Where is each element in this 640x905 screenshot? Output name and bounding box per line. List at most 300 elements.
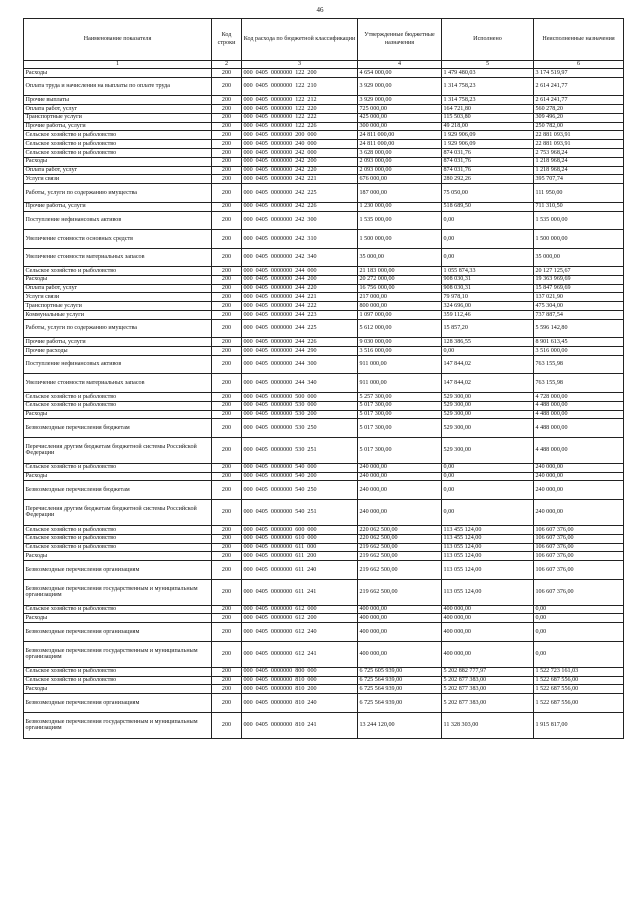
- row-kbk: 000 0405 0000000 244 340: [242, 374, 358, 393]
- row-code: 200: [212, 712, 242, 738]
- row-name: Безвозмездные перечисления организациям: [24, 561, 212, 580]
- row-unexecuted: 250 782,00: [534, 122, 624, 131]
- row-code: 200: [212, 543, 242, 552]
- row-kbk: 000 0405 0000000 242 300: [242, 211, 358, 230]
- row-code: 200: [212, 694, 242, 713]
- row-name: Безвозмездные перечисления государственным и муниципальным организациям: [24, 579, 212, 605]
- table-row: [24, 579, 624, 605]
- header-name: Наименование показателя: [24, 19, 212, 61]
- header-unexecuted: Неисполненные назначения: [534, 19, 624, 61]
- row-code: 200: [212, 685, 242, 694]
- row-code: 200: [212, 113, 242, 122]
- row-executed: 324 696,00: [442, 302, 534, 311]
- row-kbk: 000 0405 0000000 242 226: [242, 202, 358, 211]
- row-name: Безвозмездные перечисления организациям: [24, 623, 212, 642]
- row-code: 200: [212, 202, 242, 211]
- row-code: 200: [212, 105, 242, 114]
- row-name: Прочие расходы: [24, 347, 212, 356]
- page-number: 46: [316, 6, 324, 14]
- table-row: [24, 122, 624, 131]
- row-code: 200: [212, 641, 242, 667]
- row-executed: 529 300,00: [442, 392, 534, 401]
- row-executed: 400 000,00: [442, 614, 534, 623]
- row-executed: 1 929 906,09: [442, 131, 534, 140]
- row-code: 200: [212, 401, 242, 410]
- row-code: 200: [212, 319, 242, 338]
- row-approved: 220 062 500,00: [358, 534, 442, 543]
- table-row: [24, 175, 624, 184]
- row-approved: 20 272 000,00: [358, 275, 442, 284]
- row-name: Транспортные услуги: [24, 113, 212, 122]
- row-approved: 240 000,00: [358, 481, 442, 500]
- table-row: [24, 552, 624, 561]
- row-kbk: 000 0405 0000000 244 223: [242, 311, 358, 320]
- row-kbk: 000 0405 0000000 612 200: [242, 614, 358, 623]
- row-approved: 219 662 500,00: [358, 579, 442, 605]
- row-executed: 147 844,02: [442, 355, 534, 374]
- row-unexecuted: 1 218 968,24: [534, 157, 624, 166]
- header-kbk: Код расхода по бюджетной классификации: [242, 19, 358, 61]
- row-executed: 908 030,31: [442, 284, 534, 293]
- row-kbk: 000 0405 0000000 242 310: [242, 230, 358, 249]
- table-row: [24, 463, 624, 472]
- row-name: Сельское хозяйство и рыболовство: [24, 463, 212, 472]
- row-approved: 800 000,00: [358, 302, 442, 311]
- row-name: Расходы: [24, 275, 212, 284]
- row-kbk: 000 0405 0000000 540 251: [242, 499, 358, 525]
- row-unexecuted: 8 901 613,45: [534, 338, 624, 347]
- row-approved: 400 000,00: [358, 614, 442, 623]
- row-approved: 3 929 000,00: [358, 77, 442, 96]
- row-executed: 518 689,50: [442, 202, 534, 211]
- row-name: Сельское хозяйство и рыболовство: [24, 401, 212, 410]
- table-row: [24, 338, 624, 347]
- row-unexecuted: 1 535 000,00: [534, 211, 624, 230]
- row-executed: 400 000,00: [442, 623, 534, 642]
- table-row: [24, 437, 624, 463]
- row-code: 200: [212, 149, 242, 158]
- row-unexecuted: 0,00: [534, 614, 624, 623]
- row-executed: 11 328 303,00: [442, 712, 534, 738]
- table-row: [24, 374, 624, 393]
- row-unexecuted: 0,00: [534, 605, 624, 614]
- row-kbk: 000 0405 0000000 244 290: [242, 347, 358, 356]
- row-name: Увеличение стоимости материальных запасов: [24, 374, 212, 393]
- row-unexecuted: 240 000,00: [534, 463, 624, 472]
- row-kbk: 000 0405 0000000 540 000: [242, 463, 358, 472]
- table-row: [24, 472, 624, 481]
- row-code: 200: [212, 275, 242, 284]
- row-unexecuted: 2 753 968,24: [534, 149, 624, 158]
- table-row: [24, 623, 624, 642]
- row-kbk: 000 0405 0000000 122 212: [242, 96, 358, 105]
- row-kbk: 000 0405 0000000 612 240: [242, 623, 358, 642]
- table-row: [24, 248, 624, 267]
- row-name: Сельское хозяйство и рыболовство: [24, 149, 212, 158]
- row-name: Транспортные услуги: [24, 302, 212, 311]
- row-unexecuted: 0,00: [534, 623, 624, 642]
- row-name: Расходы: [24, 410, 212, 419]
- row-code: 200: [212, 211, 242, 230]
- row-name: Услуги связи: [24, 175, 212, 184]
- row-code: 200: [212, 77, 242, 96]
- row-name: Сельское хозяйство и рыболовство: [24, 140, 212, 149]
- row-kbk: 000 0405 0000000 612 000: [242, 605, 358, 614]
- row-approved: 13 244 120,00: [358, 712, 442, 738]
- row-approved: 911 000,00: [358, 355, 442, 374]
- row-kbk: 000 0405 0000000 242 200: [242, 157, 358, 166]
- row-name: Безвозмездные перечисления организациям: [24, 694, 212, 713]
- row-code: 200: [212, 248, 242, 267]
- row-code: 200: [212, 676, 242, 685]
- row-code: 200: [212, 667, 242, 676]
- row-approved: 5 017 300,00: [358, 419, 442, 438]
- row-executed: 529 300,00: [442, 410, 534, 419]
- row-code: 200: [212, 284, 242, 293]
- row-approved: 5 017 300,00: [358, 437, 442, 463]
- row-name: Прочие работы, услуги: [24, 202, 212, 211]
- row-unexecuted: 1 218 968,24: [534, 166, 624, 175]
- row-executed: 5 202 882 777,97: [442, 667, 534, 676]
- row-kbk: 000 0405 0000000 244 222: [242, 302, 358, 311]
- row-code: 200: [212, 437, 242, 463]
- row-kbk: 000 0405 0000000 530 251: [242, 437, 358, 463]
- row-name: Расходы: [24, 157, 212, 166]
- row-code: 200: [212, 614, 242, 623]
- table-row: [24, 230, 624, 249]
- row-kbk: 000 0405 0000000 800 000: [242, 667, 358, 676]
- row-approved: 24 811 000,00: [358, 140, 442, 149]
- row-name: Оплата работ, услуг: [24, 284, 212, 293]
- row-unexecuted: 5 596 142,80: [534, 319, 624, 338]
- row-executed: 874 031,76: [442, 166, 534, 175]
- table-row: [24, 105, 624, 114]
- header-executed: Исполнено: [442, 19, 534, 61]
- row-executed: 5 202 877 383,00: [442, 676, 534, 685]
- row-approved: 1 097 000,00: [358, 311, 442, 320]
- row-unexecuted: 22 881 093,91: [534, 131, 624, 140]
- row-executed: 113 055 124,00: [442, 561, 534, 580]
- row-code: 200: [212, 374, 242, 393]
- row-executed: 529 300,00: [442, 437, 534, 463]
- row-executed: 128 386,55: [442, 338, 534, 347]
- row-approved: 1 500 000,00: [358, 230, 442, 249]
- table-row: [24, 614, 624, 623]
- row-code: 200: [212, 561, 242, 580]
- row-kbk: 000 0405 0000000 611 000: [242, 543, 358, 552]
- row-unexecuted: 1 522 687 556,00: [534, 685, 624, 694]
- row-unexecuted: 1 522 723 161,03: [534, 667, 624, 676]
- table-row: [24, 267, 624, 276]
- row-code: 200: [212, 140, 242, 149]
- row-code: 200: [212, 525, 242, 534]
- row-approved: 3 628 000,00: [358, 149, 442, 158]
- row-approved: 5 257 300,00: [358, 392, 442, 401]
- row-name: Услуги связи: [24, 293, 212, 302]
- row-kbk: 000 0405 0000000 244 000: [242, 267, 358, 276]
- row-code: 200: [212, 419, 242, 438]
- table-row: [24, 166, 624, 175]
- row-name: Сельское хозяйство и рыболовство: [24, 667, 212, 676]
- table-row: [24, 131, 624, 140]
- header-code: Код строки: [212, 19, 242, 61]
- row-approved: 240 000,00: [358, 499, 442, 525]
- row-unexecuted: 15 847 969,69: [534, 284, 624, 293]
- row-unexecuted: 2 614 241,77: [534, 77, 624, 96]
- row-kbk: 000 0405 0000000 810 000: [242, 676, 358, 685]
- row-kbk: 000 0405 0000000 810 240: [242, 694, 358, 713]
- table-row: [24, 410, 624, 419]
- row-kbk: 000 0405 0000000 244 221: [242, 293, 358, 302]
- row-unexecuted: 106 607 376,00: [534, 525, 624, 534]
- table-row: [24, 392, 624, 401]
- row-code: 200: [212, 69, 242, 78]
- row-executed: 113 055 124,00: [442, 543, 534, 552]
- row-name: Расходы: [24, 614, 212, 623]
- table-row: [24, 311, 624, 320]
- row-unexecuted: 1 915 817,00: [534, 712, 624, 738]
- row-approved: 3 929 000,00: [358, 96, 442, 105]
- row-approved: 35 000,00: [358, 248, 442, 267]
- row-kbk: 000 0405 0000000 540 250: [242, 481, 358, 500]
- row-unexecuted: 737 887,54: [534, 311, 624, 320]
- row-name: Коммунальные услуги: [24, 311, 212, 320]
- row-executed: 1 929 906,09: [442, 140, 534, 149]
- row-executed: 529 300,00: [442, 419, 534, 438]
- row-approved: 9 030 000,00: [358, 338, 442, 347]
- row-kbk: 000 0405 0000000 530 200: [242, 410, 358, 419]
- table-row: [24, 77, 624, 96]
- row-executed: 75 050,00: [442, 184, 534, 203]
- row-approved: 5 017 300,00: [358, 410, 442, 419]
- table-row: [24, 685, 624, 694]
- table-row: [24, 319, 624, 338]
- row-executed: 359 112,46: [442, 311, 534, 320]
- column-number: 3: [242, 61, 358, 69]
- row-approved: 3 516 000,00: [358, 347, 442, 356]
- row-code: 200: [212, 463, 242, 472]
- row-kbk: 000 0405 0000000 242 340: [242, 248, 358, 267]
- row-code: 200: [212, 184, 242, 203]
- row-kbk: 000 0405 0000000 122 222: [242, 113, 358, 122]
- row-unexecuted: 309 496,20: [534, 113, 624, 122]
- row-approved: 5 612 000,00: [358, 319, 442, 338]
- row-unexecuted: 240 000,00: [534, 481, 624, 500]
- row-kbk: 000 0405 0000000 242 220: [242, 166, 358, 175]
- row-approved: 400 000,00: [358, 641, 442, 667]
- table-row: [24, 157, 624, 166]
- table-row: [24, 113, 624, 122]
- row-name: Поступление нефинансовых активов: [24, 355, 212, 374]
- row-approved: 2 093 000,00: [358, 166, 442, 175]
- row-code: 200: [212, 552, 242, 561]
- row-name: Сельское хозяйство и рыболовство: [24, 534, 212, 543]
- row-executed: 1 055 874,33: [442, 267, 534, 276]
- row-unexecuted: 4 488 000,00: [534, 419, 624, 438]
- row-approved: 219 662 500,00: [358, 543, 442, 552]
- row-name: Работы, услуги по содержанию имущества: [24, 184, 212, 203]
- row-approved: 2 093 000,00: [358, 157, 442, 166]
- row-kbk: 000 0405 0000000 244 220: [242, 284, 358, 293]
- row-name: Сельское хозяйство и рыболовство: [24, 676, 212, 685]
- table-row: [24, 543, 624, 552]
- row-executed: 529 300,00: [442, 401, 534, 410]
- row-executed: 0,00: [442, 472, 534, 481]
- row-kbk: 000 0405 0000000 612 241: [242, 641, 358, 667]
- row-code: 200: [212, 293, 242, 302]
- row-kbk: 000 0405 0000000 242 000: [242, 149, 358, 158]
- row-kbk: 000 0405 0000000 244 226: [242, 338, 358, 347]
- table-row: [24, 561, 624, 580]
- row-approved: 24 811 000,00: [358, 131, 442, 140]
- budget-execution-table: [23, 18, 624, 739]
- row-code: 200: [212, 534, 242, 543]
- row-executed: 115 503,80: [442, 113, 534, 122]
- row-code: 200: [212, 267, 242, 276]
- row-unexecuted: 106 607 376,00: [534, 579, 624, 605]
- row-kbk: 000 0405 0000000 611 200: [242, 552, 358, 561]
- row-name: Сельское хозяйство и рыболовство: [24, 392, 212, 401]
- table-row: [24, 499, 624, 525]
- row-kbk: 000 0405 0000000 122 226: [242, 122, 358, 131]
- row-code: 200: [212, 131, 242, 140]
- row-code: 200: [212, 355, 242, 374]
- row-unexecuted: 106 607 376,00: [534, 534, 624, 543]
- row-executed: 280 292,26: [442, 175, 534, 184]
- row-name: Безвозмездные перечисления бюджетам: [24, 481, 212, 500]
- row-unexecuted: 106 607 376,00: [534, 543, 624, 552]
- row-kbk: 000 0405 0000000 240 000: [242, 140, 358, 149]
- row-unexecuted: 395 707,74: [534, 175, 624, 184]
- table-row: [24, 184, 624, 203]
- row-name: Прочие работы, услуги: [24, 338, 212, 347]
- row-code: 200: [212, 605, 242, 614]
- row-name: Сельское хозяйство и рыболовство: [24, 605, 212, 614]
- table-row: [24, 605, 624, 614]
- row-executed: 1 314 758,23: [442, 96, 534, 105]
- table-row: [24, 419, 624, 438]
- row-executed: 113 055 124,00: [442, 552, 534, 561]
- row-unexecuted: 19 363 969,69: [534, 275, 624, 284]
- column-number: 1: [24, 61, 212, 69]
- table-row: [24, 284, 624, 293]
- row-approved: 219 662 500,00: [358, 561, 442, 580]
- row-name: Безвозмездные перечисления бюджетам: [24, 419, 212, 438]
- table-row: [24, 481, 624, 500]
- table-row: [24, 712, 624, 738]
- row-name: Увеличение стоимости основных средств: [24, 230, 212, 249]
- row-executed: 1 314 758,23: [442, 77, 534, 96]
- row-unexecuted: 711 310,50: [534, 202, 624, 211]
- row-executed: 0,00: [442, 230, 534, 249]
- row-code: 200: [212, 230, 242, 249]
- row-unexecuted: 475 304,00: [534, 302, 624, 311]
- row-approved: 300 000,00: [358, 122, 442, 131]
- row-executed: 113 455 124,00: [442, 525, 534, 534]
- row-name: Сельское хозяйство и рыболовство: [24, 131, 212, 140]
- table-row: [24, 355, 624, 374]
- row-unexecuted: 106 607 376,00: [534, 552, 624, 561]
- row-kbk: 000 0405 0000000 611 240: [242, 561, 358, 580]
- table-row: [24, 202, 624, 211]
- table-row: [24, 676, 624, 685]
- row-approved: 400 000,00: [358, 605, 442, 614]
- row-executed: 164 721,80: [442, 105, 534, 114]
- table-row: [24, 302, 624, 311]
- row-name: Увеличение стоимости материальных запасов: [24, 248, 212, 267]
- row-unexecuted: 763 155,98: [534, 355, 624, 374]
- column-number: 6: [534, 61, 624, 69]
- column-number-row: [24, 61, 624, 69]
- row-name: Безвозмездные перечисления государственным и муниципальным организациям: [24, 641, 212, 667]
- row-unexecuted: 4 488 000,00: [534, 410, 624, 419]
- row-unexecuted: 240 000,00: [534, 499, 624, 525]
- row-name: Работы, услуги по содержанию имущества: [24, 319, 212, 338]
- row-executed: 908 030,31: [442, 275, 534, 284]
- table-row: [24, 211, 624, 230]
- row-unexecuted: 3 174 519,97: [534, 69, 624, 78]
- row-name: Оплата труда и начисления на выплаты по оплате труда: [24, 77, 212, 96]
- row-approved: 21 183 000,00: [358, 267, 442, 276]
- row-unexecuted: 22 881 093,91: [534, 140, 624, 149]
- row-kbk: 000 0405 0000000 600 000: [242, 525, 358, 534]
- row-kbk: 000 0405 0000000 122 200: [242, 69, 358, 78]
- column-number: 4: [358, 61, 442, 69]
- row-name: Расходы: [24, 552, 212, 561]
- row-approved: 1 230 000,00: [358, 202, 442, 211]
- row-approved: 5 017 300,00: [358, 401, 442, 410]
- row-name: Поступление нефинансовых активов: [24, 211, 212, 230]
- row-kbk: 000 0405 0000000 242 221: [242, 175, 358, 184]
- row-code: 200: [212, 481, 242, 500]
- row-approved: 219 662 500,00: [358, 552, 442, 561]
- row-kbk: 000 0405 0000000 810 241: [242, 712, 358, 738]
- row-name: Сельское хозяйство и рыболовство: [24, 543, 212, 552]
- row-approved: 240 000,00: [358, 472, 442, 481]
- row-approved: 240 000,00: [358, 463, 442, 472]
- row-unexecuted: 137 021,90: [534, 293, 624, 302]
- table-row: [24, 293, 624, 302]
- row-approved: 220 062 500,00: [358, 525, 442, 534]
- row-unexecuted: 1 500 000,00: [534, 230, 624, 249]
- row-kbk: 000 0405 0000000 610 000: [242, 534, 358, 543]
- row-approved: 4 654 000,00: [358, 69, 442, 78]
- row-name: Расходы: [24, 685, 212, 694]
- row-name: Сельское хозяйство и рыболовство: [24, 525, 212, 534]
- row-name: Прочие работы, услуги: [24, 122, 212, 131]
- row-unexecuted: 560 278,20: [534, 105, 624, 114]
- row-unexecuted: 35 000,00: [534, 248, 624, 267]
- row-executed: 147 844,02: [442, 374, 534, 393]
- row-code: 200: [212, 410, 242, 419]
- row-executed: 113 055 124,00: [442, 579, 534, 605]
- row-unexecuted: 1 522 687 556,00: [534, 676, 624, 685]
- row-executed: 113 455 124,00: [442, 534, 534, 543]
- row-kbk: 000 0405 0000000 244 200: [242, 275, 358, 284]
- row-executed: 5 202 877 383,00: [442, 694, 534, 713]
- row-code: 200: [212, 623, 242, 642]
- row-approved: 16 756 000,00: [358, 284, 442, 293]
- row-approved: 217 000,00: [358, 293, 442, 302]
- table-row: [24, 149, 624, 158]
- row-executed: 400 000,00: [442, 605, 534, 614]
- table-row: [24, 275, 624, 284]
- row-executed: 0,00: [442, 499, 534, 525]
- row-code: 200: [212, 122, 242, 131]
- row-kbk: 000 0405 0000000 500 000: [242, 392, 358, 401]
- row-code: 200: [212, 347, 242, 356]
- table-row: [24, 534, 624, 543]
